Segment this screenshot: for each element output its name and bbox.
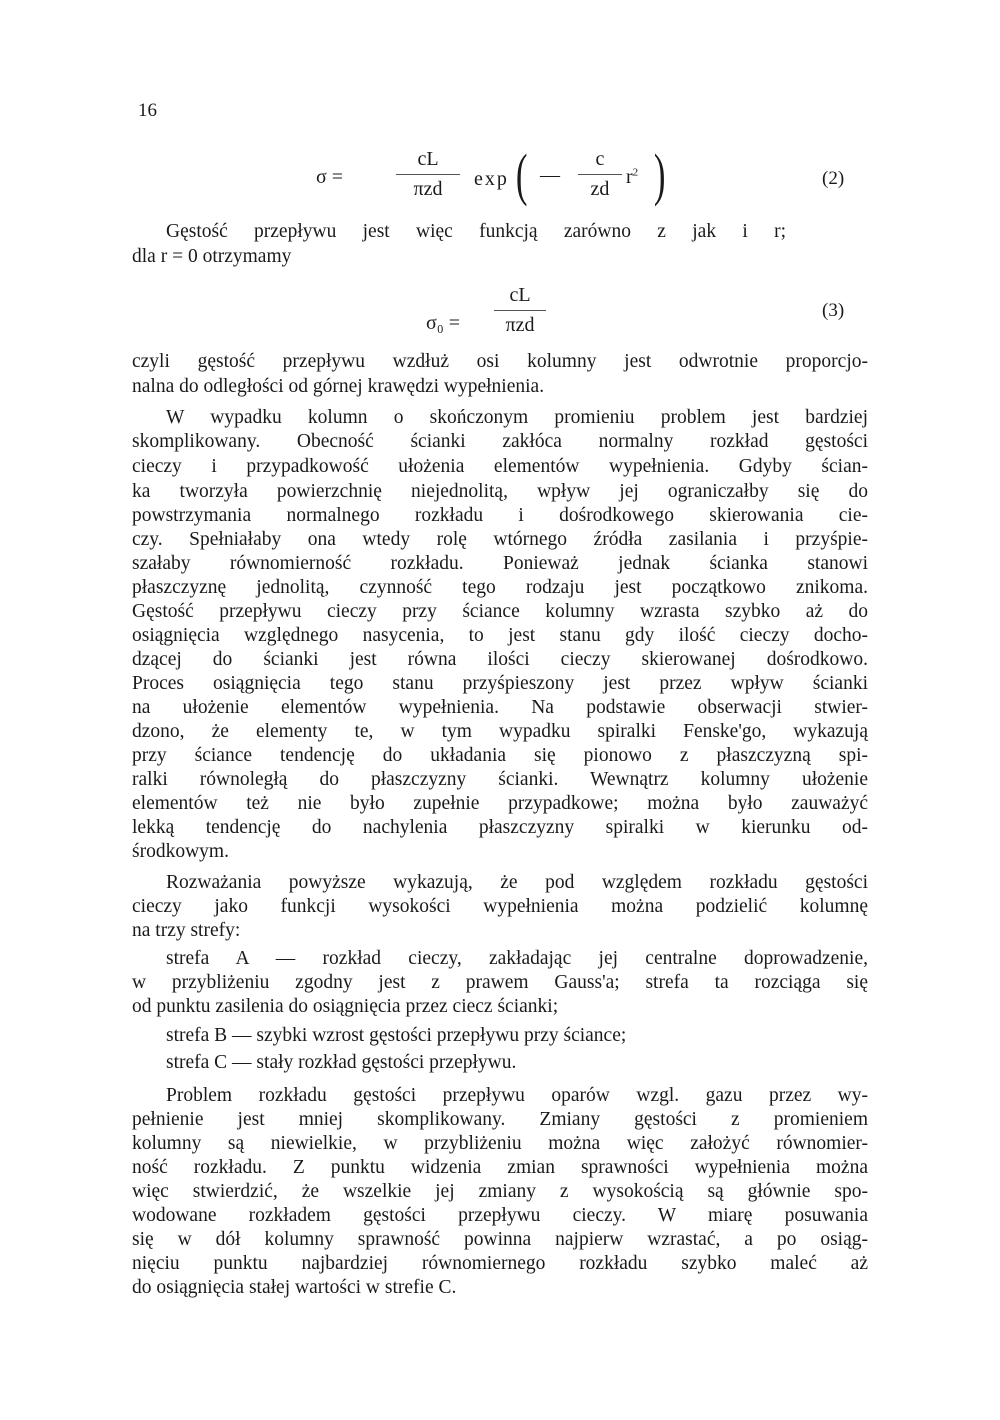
text-line: Gęstość przepływu jest więc funkcją zarówno z jak i r; bbox=[166, 221, 786, 242]
text-line: wodowane rozkładem gęstości przepływu cieczy. W miarę posuwania bbox=[132, 1205, 868, 1226]
eq2-frac1-denominator: πzd bbox=[413, 178, 443, 200]
text-line: cieczy i przypadkowość ułożenia elementów wypełnienia. Gdyby ścian- bbox=[132, 456, 868, 477]
text-line: czyli gęstość przepływu wzdłuż osi kolumny jest odwrotnie proporcjo- bbox=[132, 351, 868, 372]
eq2-frac2-numerator: c bbox=[595, 148, 605, 170]
eq2-exponent: 2 bbox=[632, 166, 639, 179]
eq2-frac1-numerator: cL bbox=[417, 148, 439, 170]
text-line: szałaby równomierność rozkładu. Ponieważ jednak ścianka stanowi bbox=[132, 553, 868, 574]
eq3-fraction bbox=[494, 284, 546, 337]
text-line: nięciu punktu najbardziej równomiernego rozkładu szybko maleć aż bbox=[132, 1253, 868, 1274]
eq2-fraction-2 bbox=[578, 148, 622, 201]
eq3-numerator: cL bbox=[509, 284, 531, 306]
text-line: nalna do odległości od górnej krawędzi wypełnienia. bbox=[132, 376, 545, 397]
fraction-bar bbox=[396, 174, 460, 175]
text-line: Rozważania powyższe wykazują, że pod względem rozkładu gęstości bbox=[166, 872, 868, 893]
text-line: w przybliżeniu zgodny jest z prawem Gauss'a; strefa ta rozciąga się bbox=[132, 972, 868, 993]
text-line: Problem rozkładu gęstości przepływu oparów wzgl. gazu przez wy- bbox=[166, 1085, 868, 1106]
text-line: ność rozkładu. Z punktu widzenia zmian sprawności wypełnienia można bbox=[132, 1157, 868, 1178]
text-line: kolumny są niewielkie, w przybliżeniu można więc założyć równomier- bbox=[132, 1133, 868, 1154]
fraction-bar bbox=[578, 174, 622, 175]
left-paren: ( bbox=[515, 142, 528, 207]
page-number: 16 bbox=[138, 100, 157, 121]
text-line: dzącej do ścianki jest równa ilości cieczy skierowanej dośrodkowo. bbox=[132, 649, 868, 670]
text-line: powstrzymania normalnego rozkładu i dośrodkowego skierowania cie- bbox=[132, 505, 868, 526]
text-line: się w dół kolumny sprawność powinna najpierw wzrastać, a po osiąg- bbox=[132, 1229, 868, 1250]
eq2-fraction-1 bbox=[396, 148, 460, 201]
text-line: więc stwierdzić, że wszelkie jej zmiany z wysokością są głównie spo- bbox=[132, 1181, 868, 1202]
right-paren: ) bbox=[653, 142, 666, 207]
text-line: elementów też nie było zupełnie przypadkowe; można było zauważyć bbox=[132, 793, 868, 814]
eq2-frac2-denominator: zd bbox=[590, 178, 610, 200]
text-line: na ułożenie elementów wypełnienia. Na podstawie obserwacji stwier- bbox=[132, 697, 868, 718]
text-line: lekką tendencję do nachylenia płaszczyzny spiralki w kierunku od- bbox=[132, 817, 868, 838]
text-line: środkowym. bbox=[132, 841, 229, 862]
zone-a-line: strefa A — rozkład cieczy, zakładając jej centralne doprowadzenie, bbox=[166, 948, 868, 969]
text-line: ralki równoległą do płaszczyzny ścianki. Wewnątrz kolumny ułożenie bbox=[132, 769, 868, 790]
eq2-exp: exp bbox=[474, 168, 509, 190]
text-line: płaszczyznę jednolitą, czynność tego rodzaju jest początkowo znikoma. bbox=[132, 577, 868, 598]
fraction-bar bbox=[494, 310, 546, 311]
eq3-denominator: πzd bbox=[505, 314, 535, 336]
eq2-label: (2) bbox=[822, 168, 845, 189]
text-line: osiągnięcia względnego nasycenia, to jest stanu gdy ilość cieczy docho- bbox=[132, 625, 868, 646]
text-line: ka tworzyła powierzchnię niejednolitą, wpływ jej ograniczałby się do bbox=[132, 481, 868, 502]
text-line: przy ściance tendencję do układania się pionowo z płaszczyzną spi- bbox=[132, 745, 868, 766]
eq2-minus: — bbox=[540, 164, 560, 186]
text-line: cieczy jako funkcji wysokości wypełnienia można podzielić kolumnę bbox=[132, 896, 868, 917]
eq2-lhs: σ = bbox=[316, 166, 344, 188]
text-line: Gęstość przepływu cieczy przy ściance kolumny wzrasta szybko aż do bbox=[132, 601, 868, 622]
eq2-r: r bbox=[626, 166, 633, 188]
text-line: skomplikowany. Obecność ścianki zakłóca normalny rozkład gęstości bbox=[132, 431, 868, 452]
text-line: dla r = 0 otrzymamy bbox=[132, 246, 292, 267]
text-line: na trzy strefy: bbox=[132, 920, 241, 941]
eq2-r-squared bbox=[626, 166, 638, 189]
text-line: dzono, że elementy te, w tym wypadku spiralki Fenske'go, wykazują bbox=[132, 721, 868, 742]
zone-b-line: strefa B — szybki wzrost gęstości przepływu przy ściance; bbox=[166, 1025, 627, 1046]
text-line: W wypadku kolumn o skończonym promieniu problem jest bardziej bbox=[166, 407, 868, 428]
text-line: do osiągnięcia stałej wartości w strefie C. bbox=[132, 1277, 457, 1298]
text-line: pełnienie jest mniej skomplikowany. Zmiany gęstości z promieniem bbox=[132, 1109, 868, 1130]
zone-c-line: strefa C — stały rozkład gęstości przepływu. bbox=[166, 1052, 517, 1073]
text-line: od punktu zasilenia do osiągnięcia przez ciecz ścianki; bbox=[132, 996, 559, 1017]
text-line: Proces osiągnięcia tego stanu przyśpieszony jest przez wpływ ścianki bbox=[132, 673, 868, 694]
eq3-label: (3) bbox=[822, 300, 845, 321]
eq3-lhs: σ₀ = bbox=[426, 312, 461, 334]
text-line: czy. Spełniałaby ona wtedy rolę wtórnego źródła zasilania i przyśpie- bbox=[132, 529, 868, 550]
